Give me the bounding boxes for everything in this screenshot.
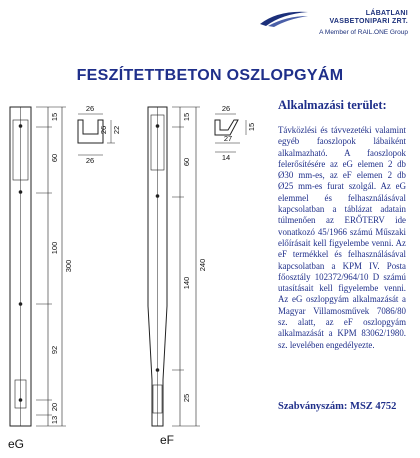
ef-label: eF [160, 433, 175, 447]
eg-section-bottom: 26 [85, 156, 95, 165]
eg-dim-300: 300 [64, 259, 73, 273]
eg-dim-15: 15 [50, 112, 59, 122]
ef-dim-240: 240 [198, 258, 207, 272]
ef-dim-25: 25 [182, 393, 191, 403]
ef-section-top: 26 [221, 104, 231, 113]
logo-line-2: VASBETONIPARI ZRT. [329, 18, 408, 25]
ef-section-bottom-a: 27 [223, 134, 233, 143]
info-heading: Alkalmazási terület: [278, 98, 387, 112]
logo-tagline: A Member of RAIL.ONE Group [319, 29, 408, 36]
ef-section-profile [215, 120, 238, 135]
eg-dim-92: 92 [50, 345, 59, 355]
logo-line-1: LÁBATLANI [365, 10, 408, 17]
page-title: FESZÍTETTBETON OSZLOPGYÁM [76, 67, 344, 84]
eg-dim-60: 60 [50, 153, 59, 163]
eg-section-right-b: 22 [112, 125, 121, 135]
ef-dim-140: 140 [182, 276, 191, 290]
eg-dim-13: 13 [50, 415, 59, 425]
ef-dim-15: 15 [182, 112, 191, 122]
eg-dim-20: 20 [50, 402, 59, 412]
eg-section-top: 26 [85, 104, 95, 113]
ef-section-bottom-b: 14 [221, 153, 231, 162]
info-body: Távközlési és távvezetéki valamint egyéb faoszlopok lábaiként alkalmazható. A faoszlopok felerősítésére az eG elemen 2 db Ø30 mm-es, az eF elemen 2 db Ø25 mm-es furat szolgál. Az eG elemmel és felhasználásával kapcsolatban a táblázat adatain túlmenően az ERŐTERV ide vonatkozó 45/1966 számú Műszaki előírásait kell figyelembe venni. Az eF termékkel és felhasználásával kapcsolatban a KPM IV. Posta főosztály 102372/964/10 D számú utasításait kell figyelembe venni. Az eG oszlopgyám alkalmazását a Magyar Villamosművek 7086/80 sz. alatt, az eF oszlopgyám alkalmazását a KPM 83062/1980. sz. levelében engedélyezte. [278, 125, 406, 350]
eg-label: eG [8, 437, 25, 451]
eg-dim-100: 100 [50, 241, 59, 255]
eg-section-right-a: 26 [99, 125, 108, 135]
ef-dim-60: 60 [182, 157, 191, 167]
standard-number: Szabványszám: MSZ 4752 [278, 401, 397, 412]
ef-section-right: 15 [247, 122, 256, 132]
